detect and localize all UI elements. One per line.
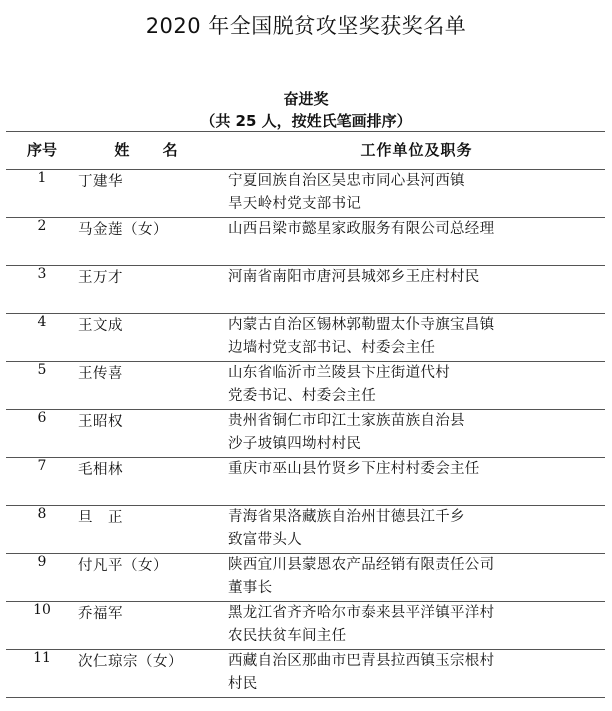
- row-number: 3: [6, 266, 78, 314]
- winner-name: 王万才: [78, 266, 228, 314]
- header-serial-number: 序号: [6, 132, 78, 170]
- work-unit-line-1: 河南省南阳市唐河县城郊乡王庄村村民: [228, 269, 480, 285]
- header-work-unit-and-position: 工作单位及职务: [228, 132, 605, 170]
- work-unit-line-1: 贵州省铜仁市印江土家族苗族自治县: [228, 413, 465, 429]
- table-row: [6, 218, 605, 266]
- row-number: 6: [6, 410, 78, 458]
- table-row: [6, 266, 605, 314]
- table-row: [6, 602, 605, 650]
- winner-name: 王文成: [78, 314, 228, 362]
- winners-table: [6, 131, 605, 698]
- table-row: [6, 314, 605, 362]
- work-unit-line-2: 边墙村党支部书记、村委会主任: [228, 340, 436, 356]
- work-unit-cell: [228, 602, 605, 650]
- table-row: [6, 650, 605, 698]
- table-row: [6, 410, 605, 458]
- row-number: 2: [6, 218, 78, 266]
- winner-name: 王传喜: [78, 362, 228, 410]
- work-unit-cell: [228, 650, 605, 698]
- document-title: 2020 年全国脱贫攻坚奖获奖名单: [145, 14, 467, 38]
- work-unit-line-2: 董事长: [228, 580, 273, 596]
- winner-name: 次仁琼宗（女）: [78, 650, 228, 698]
- work-unit-line-1: 黑龙江省齐齐哈尔市泰来县平洋镇平洋村: [228, 605, 495, 621]
- winner-name: 丁建华: [78, 170, 228, 218]
- work-unit-line-1: 宁夏回族自治区吴忠市同心县河西镇: [228, 173, 465, 189]
- row-number: 9: [6, 554, 78, 602]
- row-number: 11: [6, 650, 78, 698]
- table-row: [6, 362, 605, 410]
- award-category-title: 奋进奖: [283, 90, 329, 108]
- table-header-row: [6, 132, 605, 170]
- work-unit-line-2: 旱天岭村党支部书记: [228, 196, 362, 212]
- table-row: [6, 554, 605, 602]
- row-number: 8: [6, 506, 78, 554]
- work-unit-line-1: 山西吕梁市懿星家政服务有限公司总经理: [228, 221, 495, 237]
- work-unit-cell: [228, 314, 605, 362]
- work-unit-line-1: 青海省果洛藏族自治州甘德县江千乡: [228, 509, 465, 525]
- work-unit-cell: [228, 410, 605, 458]
- work-unit-cell: [228, 362, 605, 410]
- work-unit-cell: [228, 170, 605, 218]
- row-number: 7: [6, 458, 78, 506]
- work-unit-line-1: 内蒙古自治区锡林郭勒盟太仆寺旗宝昌镇: [228, 317, 495, 333]
- work-unit-cell: [228, 266, 605, 314]
- table-row: [6, 170, 605, 218]
- table-row: [6, 458, 605, 506]
- work-unit-line-2: 农民扶贫车间主任: [228, 628, 347, 644]
- work-unit-cell: [228, 506, 605, 554]
- row-number: 5: [6, 362, 78, 410]
- work-unit-line-2: 致富带头人: [228, 532, 302, 548]
- work-unit-line-2: 党委书记、村委会主任: [228, 388, 376, 404]
- row-number: 4: [6, 314, 78, 362]
- winner-name: 乔福军: [78, 602, 228, 650]
- work-unit-line-1: 重庆市巫山县竹贤乡下庄村村委会主任: [228, 461, 480, 477]
- work-unit-cell: [228, 218, 605, 266]
- row-number: 10: [6, 602, 78, 650]
- work-unit-line-2: 沙子坡镇四坳村村民: [228, 436, 362, 452]
- winner-name: 毛相林: [78, 458, 228, 506]
- work-unit-line-2: 村民: [228, 676, 258, 692]
- work-unit-line-1: 西藏自治区那曲市巴青县拉西镇玉宗根村: [228, 653, 495, 669]
- winner-name: 王昭权: [78, 410, 228, 458]
- award-category-note: （共 25 人，按姓氏笔画排序）: [200, 112, 412, 130]
- winner-name: 旦 正: [78, 506, 228, 554]
- work-unit-line-1: 陕西宜川县蒙恩农产品经销有限责任公司: [228, 557, 495, 573]
- work-unit-line-1: 山东省临沂市兰陵县卞庄街道代村: [228, 365, 450, 381]
- table-row: [6, 506, 605, 554]
- winner-name: 马金莲（女）: [78, 218, 228, 266]
- header-name: 姓 名: [78, 132, 228, 170]
- winner-name: 付凡平（女）: [78, 554, 228, 602]
- work-unit-cell: [228, 458, 605, 506]
- work-unit-cell: [228, 554, 605, 602]
- row-number: 1: [6, 170, 78, 218]
